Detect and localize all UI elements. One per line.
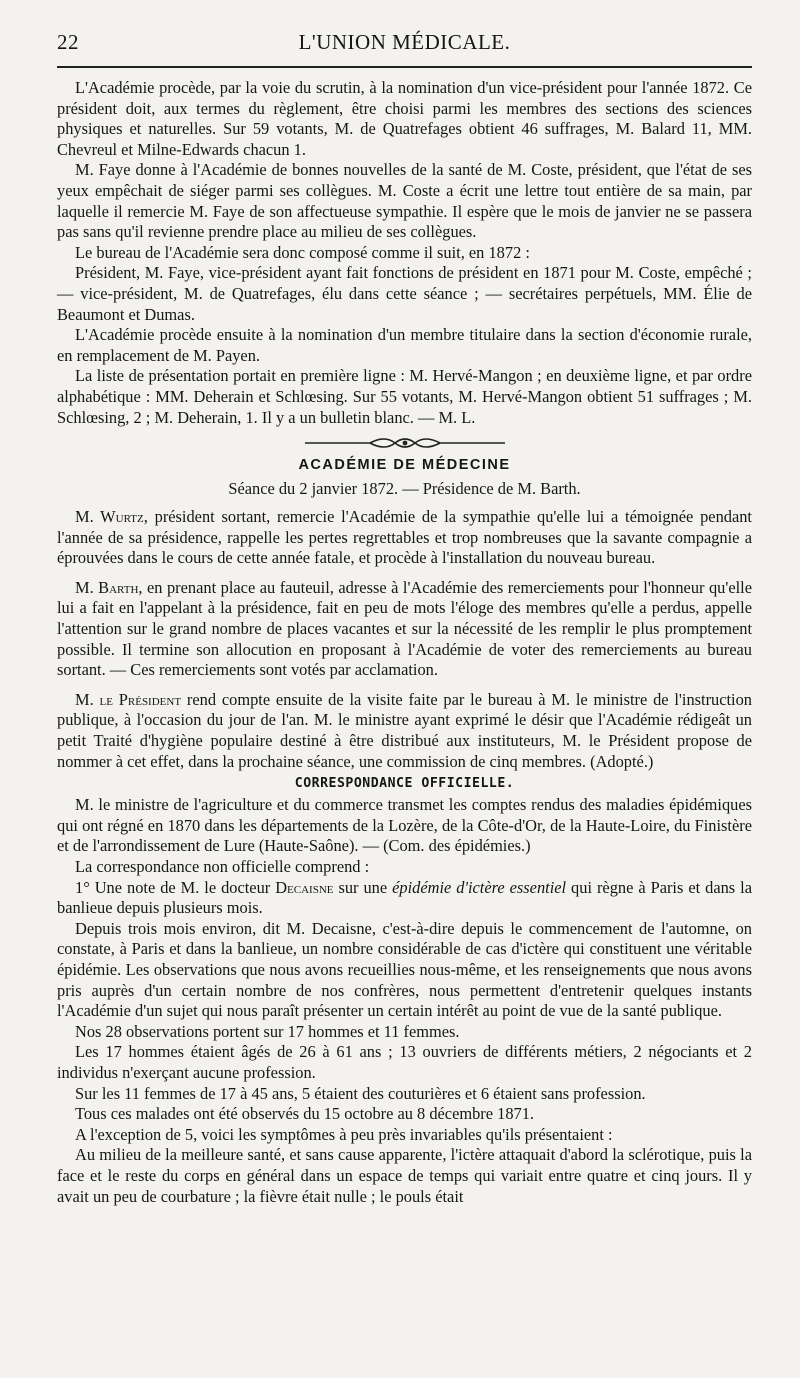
paragraph-text: rend compte ensuite de la visite faite par le bureau à M. le ministre de l'instruction publique, à l'occasion du jour de l'an. M. le ministre ayant exprimé le désir que l'Académie rédigeât un petit Traité d'hygiène populaire destiné à être distribué aux instituteurs, M. le Président propose de nommer à cet effet, dans la prochaine séance, une commission de cinq membres. (Adopté.) [57,689,752,771]
paragraph: Tous ces malades ont été observés du 15 octobre au 8 décembre 1871. [75,1104,535,1124]
paragraph: Depuis trois mois environ, dit M. Decaisne, c'est-à-dire depuis le commencement de l'automne, on constate, à Paris et dans la banlieue, un nombre considérable de cas d'ictère qui constituent une véritable épidémie. Les observations que nous avons recueillies nous-même, et les renseignements que nous avons pris auprès d'un certain nombre de nos confrères, nous permettent d'entretenir quelques instants l'Académie d'un sujet qui nous paraît présenter un certain intérêt au point de vue de la santé publique. [57,918,752,1021]
session-line: Séance du 2 janvier 1872. — Présidence de M. Barth. [228,479,581,499]
speaker-name: M. Wurtz, [75,507,148,527]
paragraph: M. le ministre de l'agriculture et du commerce transmet les comptes rendus des maladies épidémiques qui ont régné en 1870 dans les départements de la Lozère, de la Côte-d'Or, de la Haute-Loire, du Finistère et de l'arrondissement de Lure (Haute-Saône). — (Com. des épidémies.) [57,795,752,856]
paragraph [57,578,752,681]
article-body [57,78,752,1207]
paragraph-text: en prenant place au fauteuil, adresse à l'Académie des remerciements pour l'honneur qu'elle lui a fait en l'appelant à la présidence, fait en peu de mots l'éloge des membres qu'elle a perdus, appelle l'attention sur le grand nombre de places vacantes et sur la nécessité de les remplir le plus promptement possible. Il termine son allocution en proposant à l'Académie de voter des remerciements au bureau sortant. — Ces remerciements sont votés par acclamation. [57,577,752,680]
speaker-name: M. le Président [75,689,182,709]
paragraph: L'Académie procède ensuite à la nomination d'un membre titulaire dans la section d'économie rurale, en remplacement de M. Payen. [57,325,752,365]
paragraph: L'Académie procède, par la voie du scrutin, à la nomination d'un vice-président pour l'année 1872. Ce président doit, aux termes du règlement, être choisi parmi les membres des sections des sciences physiques et naturelles. Sur 59 votants, M. de Quatrefages obtient 46 suffrages, M. Balard 11, MM. Chevreul et Milne-Edwards chacun 1. [57,78,752,159]
paragraph: Au milieu de la meilleure santé, et sans cause apparente, l'ictère attaquait d'abord la sclérotique, puis la face et le reste du corps en général dans un espace de temps qui variait entre quatre et cinq jours. Il y avait un peu de courbature ; la fièvre était nulle ; le pouls était [57,1145,752,1206]
paragraph: A l'exception de 5, voici les symptômes à peu près invariables qu'ils présentaient : [75,1124,613,1144]
paragraph: La correspondance non officielle comprend : [75,857,370,876]
author-name: Decaisne [275,877,334,897]
paragraph-text: président sortant, remercie l'Académie de la sympathie qu'elle lui a témoignée pendant l'année de sa présidence, rappelle les pertes regrettables et trop nombreuses que la savante compagnie a éprouvées dans le cours de cette année fatale, et procède à l'installation du nouveau bureau. [57,507,752,568]
paragraph: 1° Une note de M. le docteur Decaisne sur une épidémie d'ictère essentiel qui règne à Paris et dans la banlieue depuis plusieurs mois. [57,877,752,918]
note-title: épidémie d'ictère essentiel [392,877,567,897]
page-header [57,30,752,62]
paragraph: Le bureau de l'Académie sera donc composé comme il suit, en 1872 : [75,242,530,262]
paragraph: La liste de présentation portait en première ligne : M. Hervé-Mangon ; en deuxième ligne, et par ordre alphabétique : MM. Deherain et Schlœsing. Sur 55 votants, M. Hervé-Mangon obtient 51 suffrages ; M. Schlœsing, 2 ; M. Deherain, 1. Il y a un bulletin blanc. — M. L. [57,366,752,427]
subsection-title: CORRESPONDANCE OFFICIELLE. [294,776,515,792]
section-title: ACADÉMIE DE MÉDECINE [298,457,511,474]
page-number: 22 [57,30,79,54]
paragraph [57,507,752,569]
paragraph: Sur les 11 femmes de 17 à 45 ans, 5 étaient des couturières et 6 étaient sans profession. [75,1083,646,1103]
ornament-icon [300,435,510,451]
paragraph [57,690,752,772]
paragraph: Président, M. Faye, vice-président ayant fait fonctions de président en 1871 pour M. Coste, empêché ; — vice-président, M. de Quatrefages, élu dans cette séance ; — secrétaires perpétuels, MM. Élie de Beaumont et Dumas. [57,263,752,324]
paragraph: Les 17 hommes étaient âgés de 26 à 61 ans ; 13 ouvriers de différents métiers, 2 négociants et 2 individus n'exerçant aucune profession. [57,1042,752,1082]
speaker-name: M. Barth, [75,577,143,597]
running-title: L'UNION MÉDICALE. [298,30,511,54]
paragraph: M. Faye donne à l'Académie de bonnes nouvelles de la santé de M. Coste, président, que l'état de ses yeux empêchait de siéger parmi ses collègues. M. Coste a écrit une lettre tout entière de sa main, par laquelle il remercie M. Faye de son affectueuse sympathie. Il espère que le mois de janvier ne se passera pas sans qu'il revienne prendre place au milieu de ses collègues. [57,160,752,242]
ornament-divider [57,435,752,451]
paragraph: Nos 28 observations portent sur 17 hommes et 11 femmes. [75,1021,460,1041]
header-rule [57,66,752,68]
